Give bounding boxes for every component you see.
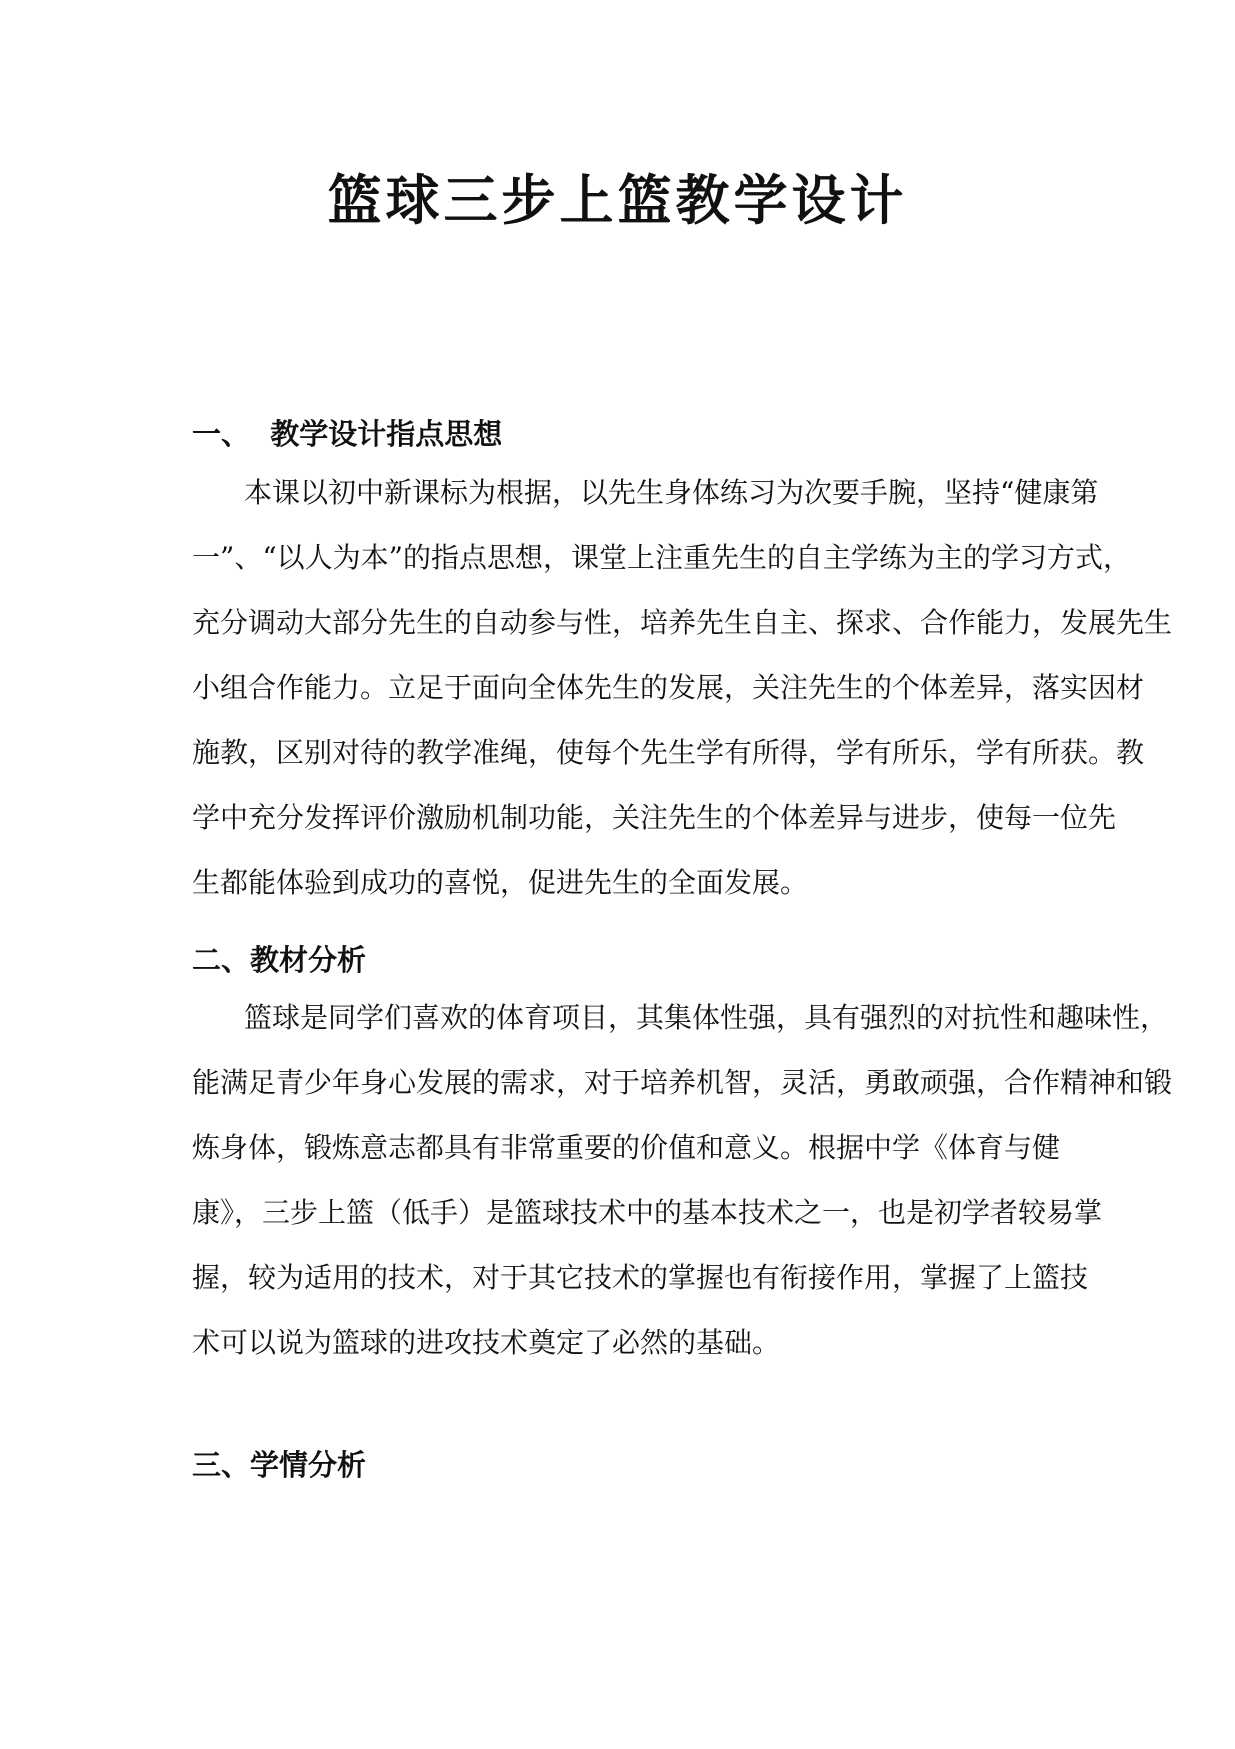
- paragraph-line: 篮球是同学们喜欢的体育项目，其集体性强，具有强烈的对抗性和趣味性，: [244, 1001, 1169, 1034]
- paragraph-line: 术可以说为篮球的进攻技术奠定了必然的基础。: [192, 1326, 781, 1359]
- section-heading-1: 一、 教学设计指点思想: [192, 417, 503, 451]
- paragraph-line: 握，较为适用的技术，对于其它技术的掌握也有衔接作用，掌握了上篮技: [192, 1261, 1089, 1294]
- section-heading-3: 三、学情分析: [192, 1448, 367, 1482]
- paragraph-line: 一”、“以人为本”的指点思想，课堂上注重先生的自主学练为主的学习方式，: [192, 541, 1131, 574]
- section-2-paragraph: [192, 985, 1173, 1375]
- section-1-paragraph: [192, 460, 1173, 915]
- document-title: 篮球三步上篮教学设计: [327, 169, 908, 232]
- paragraph-line: 本课以初中新课标为根据，以先生身体练习为次要手腕，坚持“健康第: [244, 476, 1099, 509]
- paragraph-line: 康》，三步上篮（低手）是篮球技术中的基本技术之一，也是初学者较易掌: [192, 1196, 1103, 1229]
- paragraph-line: 学中充分发挥评价激励机制功能，关注先生的个体差异与进步，使每一位先: [192, 801, 1117, 834]
- section-heading-2: 二、教材分析: [192, 943, 367, 977]
- paragraph-line: 炼身体，锻炼意志都具有非常重要的价值和意义。根据中学《体育与健: [192, 1131, 1061, 1164]
- paragraph-line: 生都能体验到成功的喜悦，促进先生的全面发展。: [192, 866, 809, 899]
- paragraph-line: 充分调动大部分先生的自动参与性，培养先生自主、探求、合作能力，发展先生: [192, 606, 1173, 639]
- paragraph-line: 小组合作能力。立足于面向全体先生的发展，关注先生的个体差异，落实因材: [192, 671, 1145, 704]
- paragraph-line: 能满足青少年身心发展的需求，对于培养机智，灵活，勇敢顽强，合作精神和锻: [192, 1066, 1173, 1099]
- paragraph-line: 施教，区别对待的教学准绳，使每个先生学有所得，学有所乐，学有所获。教: [192, 736, 1145, 769]
